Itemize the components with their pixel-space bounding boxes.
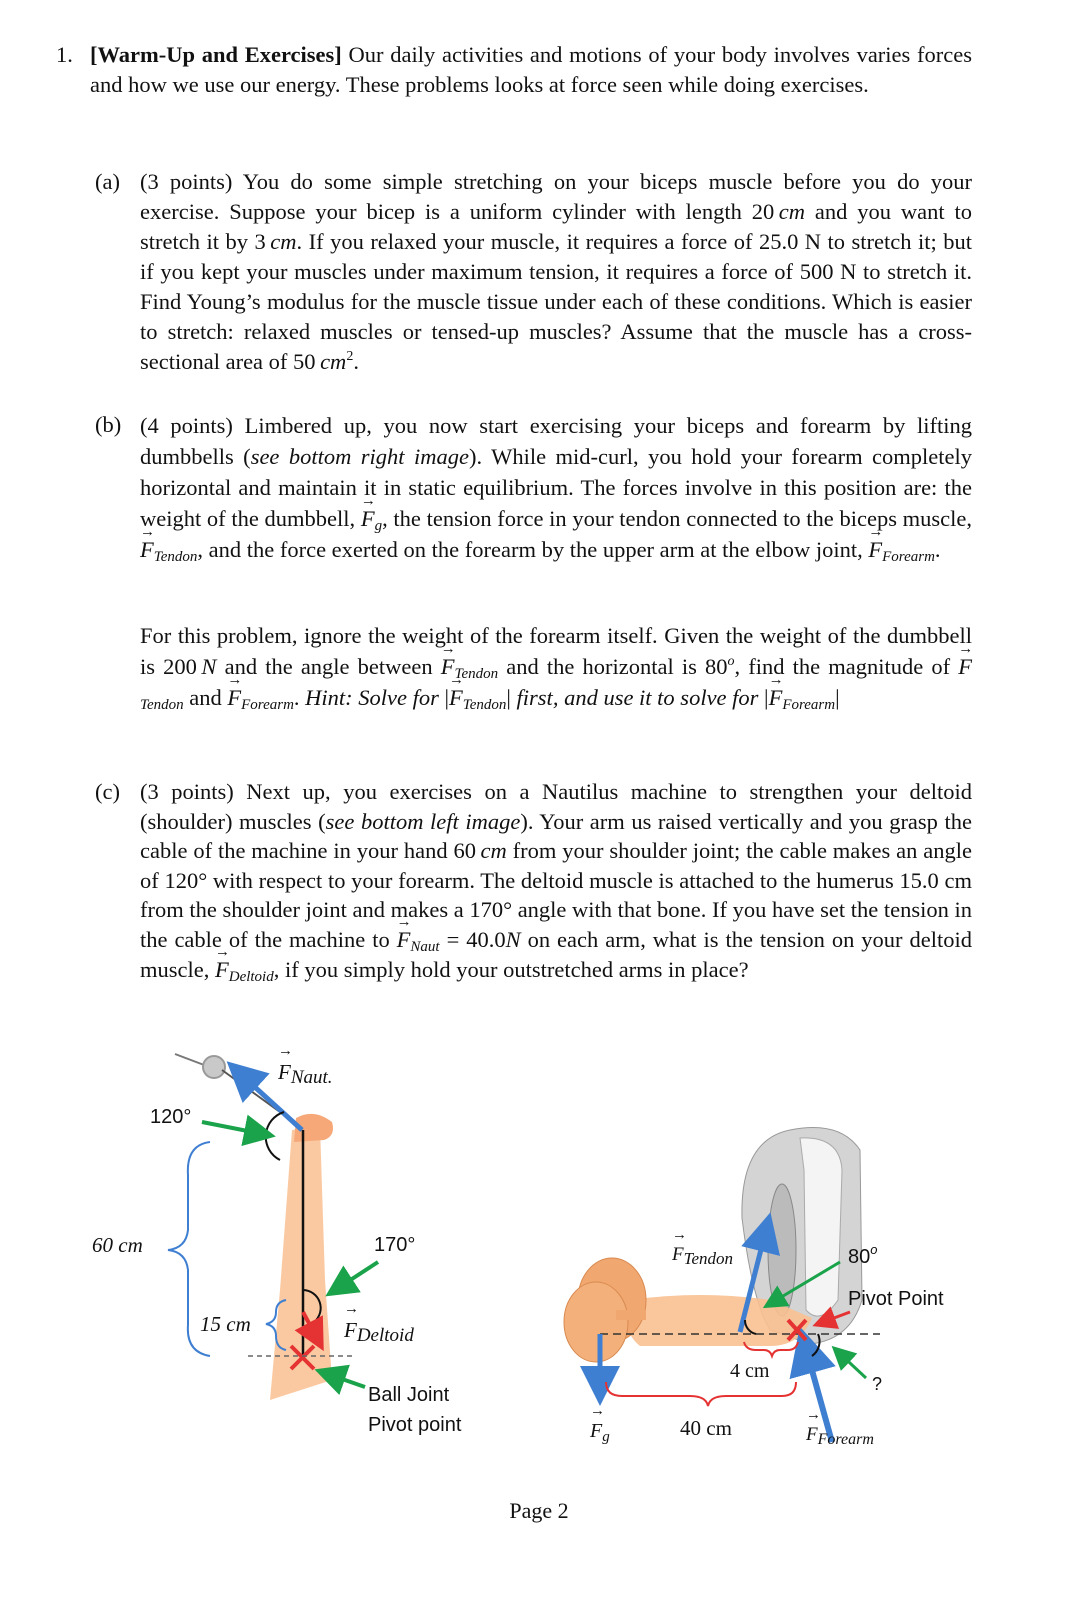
angle-pointer-170 (332, 1262, 378, 1292)
pulley (203, 1056, 225, 1078)
label-f-naut: → $F_{Naut.}$ (278, 1060, 333, 1085)
dumbbell-handle (616, 1310, 646, 1320)
label-f-tendon: → $F_{Tendon}$ (672, 1244, 733, 1266)
part-a-label: (a) (95, 169, 120, 194)
label-4cm: 4 cm (730, 1360, 770, 1382)
angle-pointer-120 (202, 1122, 268, 1135)
label-f-g: → $F_g$ (590, 1420, 610, 1443)
page-number: Page 2 (509, 1498, 569, 1523)
label-f-forearm: → $F_{Forearm}$ (806, 1424, 874, 1446)
label-80: 80$^o$ (848, 1242, 878, 1268)
dumbbell-weight-front (564, 1282, 628, 1362)
label-40cm: 40 cm (680, 1416, 732, 1440)
brace-40 (606, 1382, 796, 1406)
problem-title: [Warm-Up and Exercises] (90, 42, 342, 67)
label-170: 170° (374, 1234, 416, 1256)
label-120: 120° (150, 1106, 192, 1128)
part-b-text: (4 points) Limbered up, you now start exercising your biceps and forearm by lifting dumbbells (see bottom right image). While mid-curl, you hold your forearm completely horizontal and maintain it in static equilibrium. The forces involve in this position are: the weight of the dumbbell, → $F_g$, the tension force in your tendon connected to the biceps muscle, → $F_{Tendon}$, and the force exerted on the forearm by the upper arm at the elbow joint, → $F_{Forearm}$. (140, 410, 972, 565)
intro-text: Our daily activities and motions of your body involves varies forces and how we use our energy. These problems looks at force seen while doing exercises. (90, 42, 972, 97)
part-b-label: (b) (95, 412, 122, 437)
nautilus-figure (168, 1054, 378, 1400)
angle-arc-120 (266, 1112, 284, 1160)
label-question: ? (872, 1374, 883, 1394)
part-c-text: (3 points) Next up, you exercises on a Nautilus machine to strengthen your deltoid (shoulder) muscles (see bottom left image). Your arm us raised vertically and you grasp the cable of the machine in your hand 60 cm from your shoulder joint; the cable makes an angle of 120° with respect to your forearm. The deltoid muscle is attached to the humerus 15.0 cm from the shoulder joint and makes a 170° angle with that bone. If you have set the tension in the cable of the machine to → $F_{Naut} = 40.0N$ on each arm, what is the tension on your deltoid muscle, → $F_{Deltoid}$, if you simply hold your outstretched arms in place? (140, 777, 972, 984)
label-15cm: 15 cm (200, 1312, 251, 1336)
part-b-para2: For this problem, ignore the weight of the forearm itself. Given the weight of the dumbbell is 200 N and the angle between → $F_{Tendon}$ and the horizontal is 80$^o$, find the magnitude of → $F_{Tendon}$ and → $F_{Forearm}$. Hint: Solve for |→ $F_{Tendon}|$ first, and use it to solve for |→ $F_{Forearm}|$ (140, 620, 972, 713)
label-ball-joint: Ball Joint Pivot point (368, 1384, 462, 1436)
humerus-bone (800, 1138, 842, 1316)
part-c-label: (c) (95, 779, 120, 804)
question-arrow (836, 1350, 866, 1378)
label-pivot-point: Pivot Point (848, 1288, 944, 1310)
label-f-deltoid: → $F_{Deltoid}$ (344, 1318, 414, 1343)
problem-number: 1. (56, 42, 73, 67)
biceps-figure (564, 1128, 883, 1443)
label-60cm: 60 cm (92, 1233, 143, 1257)
part-a-text: (3 points) You do some simple stretching on your biceps muscle before you do your exercise. Suppose your bicep is a uniform cylinder with length 20 cm and you want to stretch it by 3 cm. If you relaxed your muscle, it requires a force of 25.0 N to stretch it; but if you kept your muscles under maximum tension, it requires a force of 500 N to stretch it. Find Young’s modulus for the muscle tissue under each of these conditions. Which is easier to stretch: relaxed muscles or tensed-up muscles? Assume that the muscle has a cross-sectional area of 50 $cm^2$. (140, 169, 973, 374)
